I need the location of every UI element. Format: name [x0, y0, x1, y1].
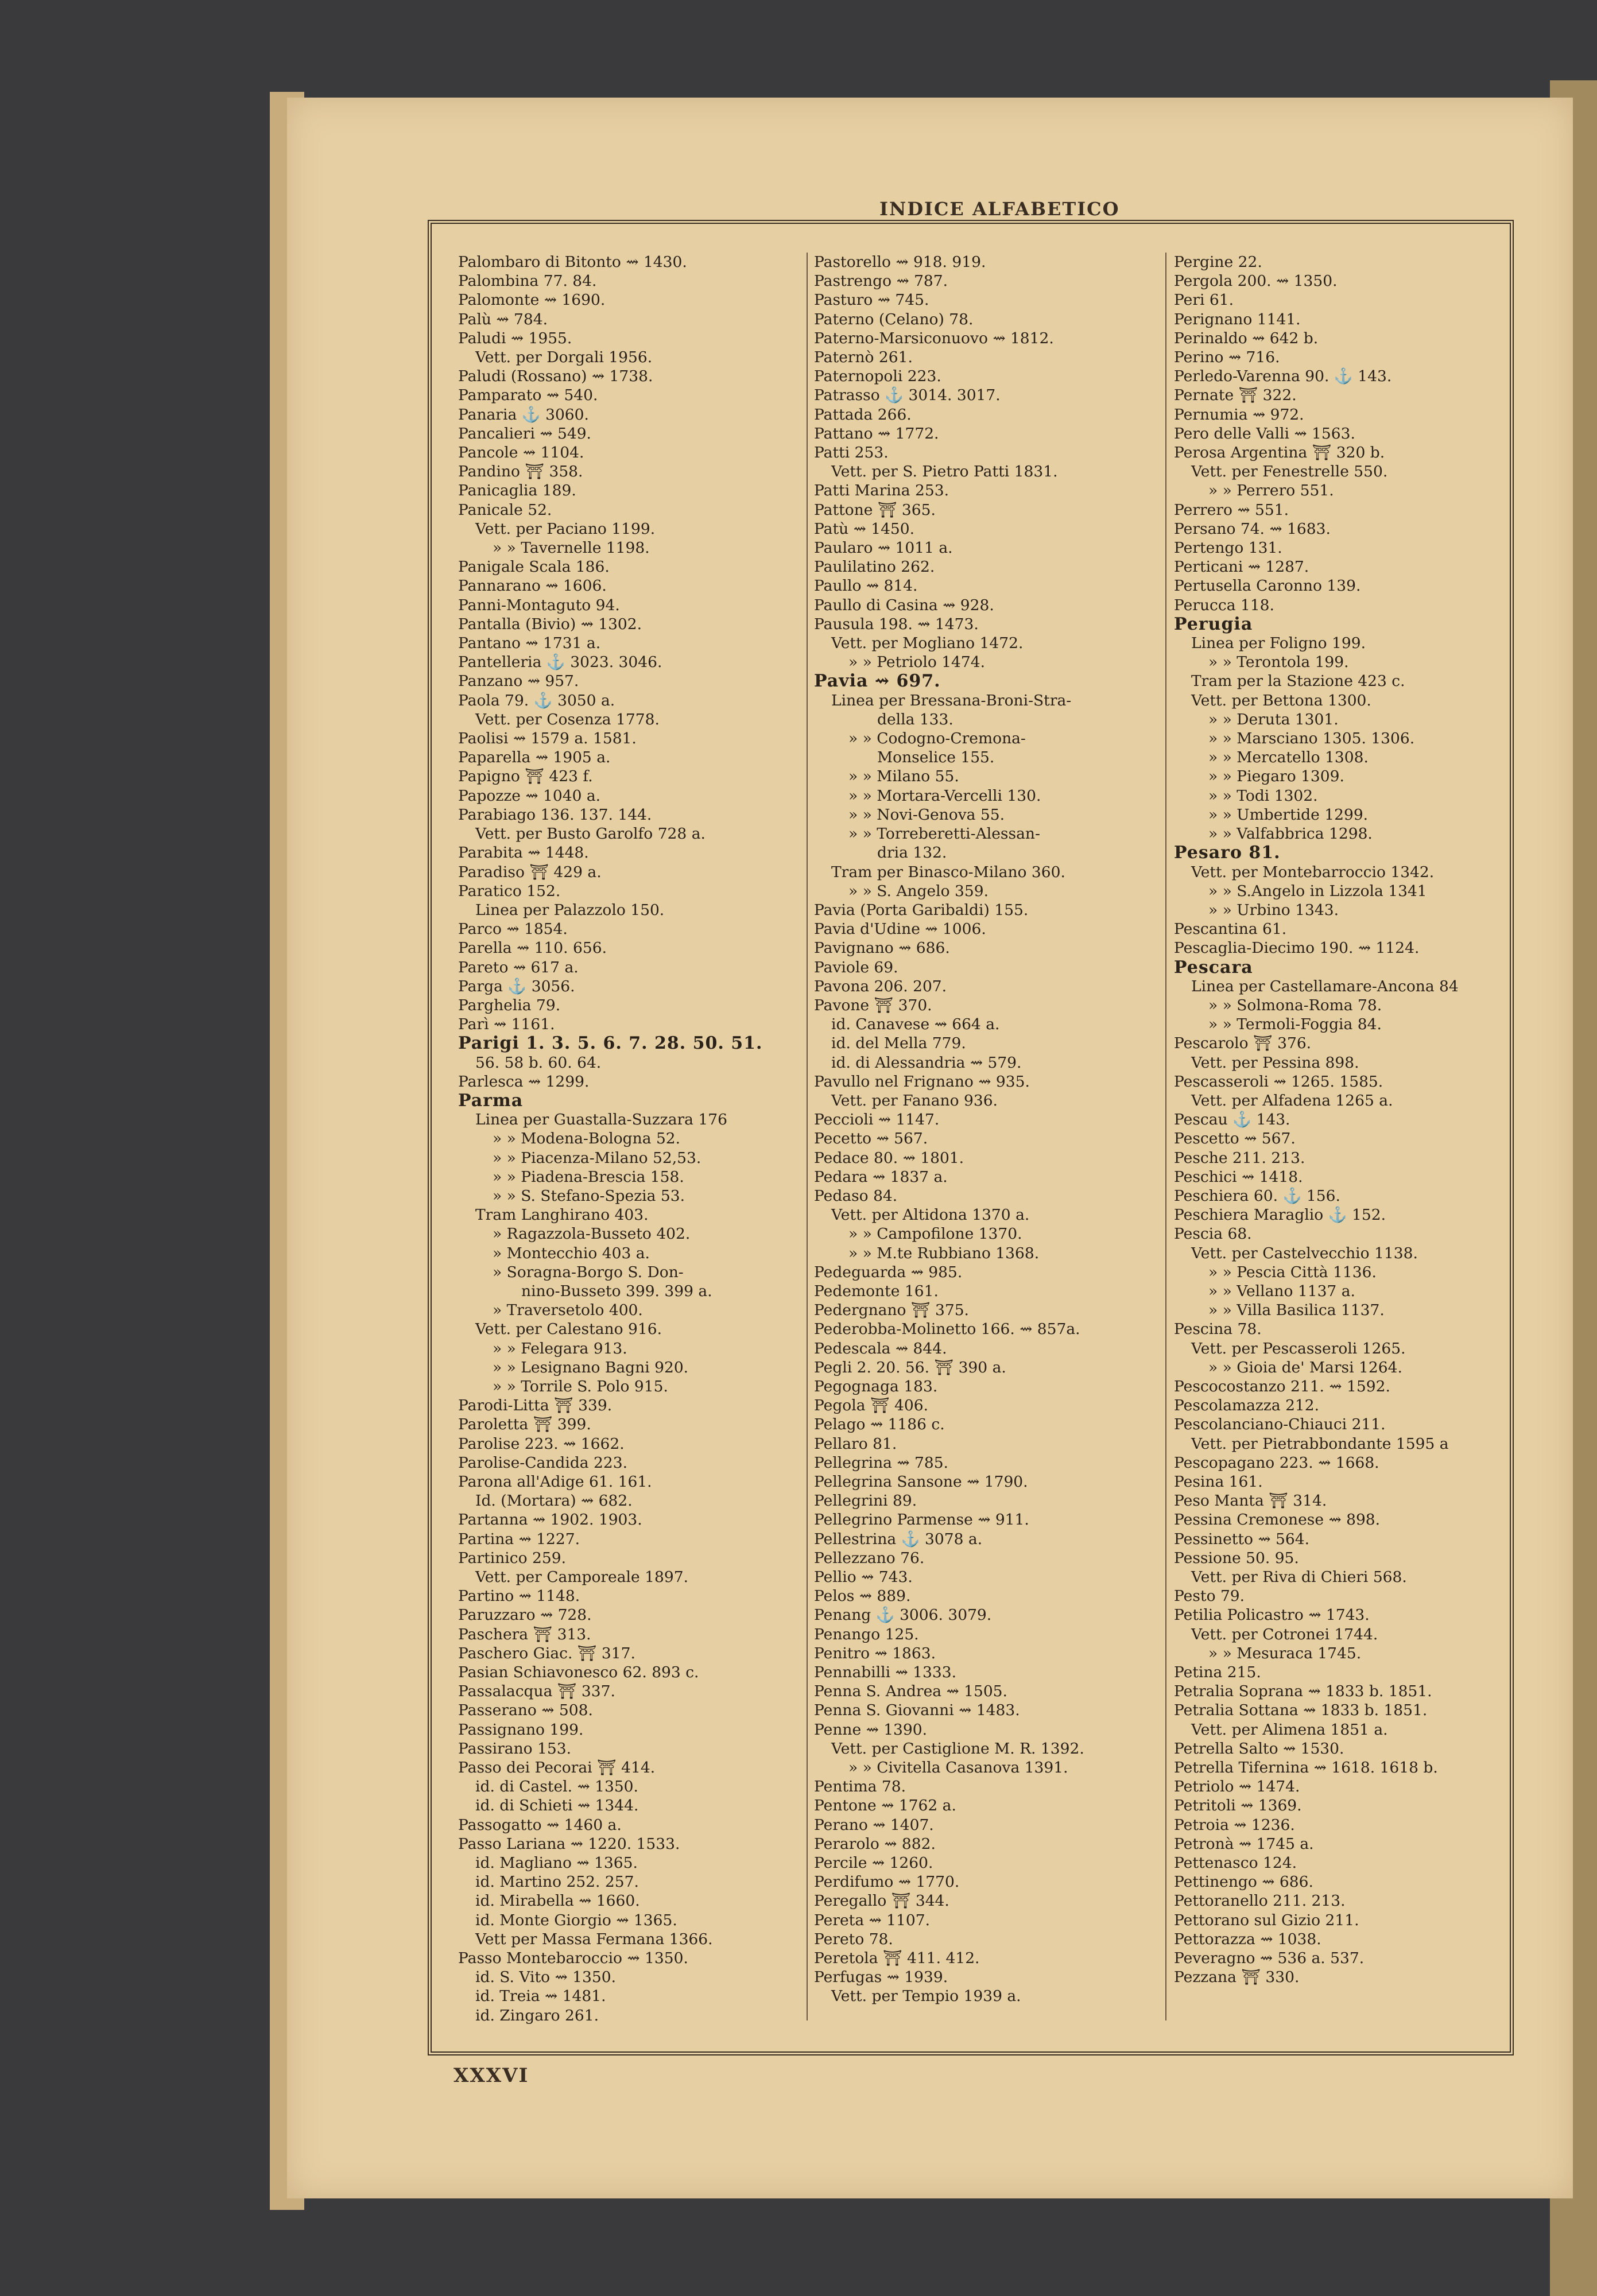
index-entry: Pellegrina Sansone ⇝ 1790. [814, 1473, 1028, 1491]
index-entry: » » Codogno-Cremona- [848, 730, 1026, 748]
index-entry: Id. (Mortara) ⇝ 682. [475, 1492, 633, 1510]
index-entry: Pegola ⛩ 406. [814, 1397, 929, 1415]
index-entry: Perino ⇝ 716. [1174, 348, 1280, 367]
index-entry: Parella ⇝ 110. 656. [458, 939, 607, 957]
index-entry: Pellegrino Parmense ⇝ 911. [814, 1511, 1029, 1529]
index-entry: Perugia [1174, 614, 1253, 634]
index-entry: Pescina 78. [1174, 1320, 1262, 1339]
index-entry: Perrero ⇝ 551. [1174, 501, 1289, 519]
index-entry: Perdifumo ⇝ 1770. [814, 1873, 960, 1891]
index-entry: Papozze ⇝ 1040 a. [458, 786, 601, 805]
index-entry: Petilia Policastro ⇝ 1743. [1174, 1606, 1370, 1624]
index-entry: Pezzana ⛩ 330. [1174, 1968, 1300, 1987]
index-entry: Vett. per Pietrabbondante 1595 a [1191, 1434, 1449, 1453]
index-entry: Peschiera Maraglio ⚓ 152. [1174, 1206, 1386, 1224]
index-entry: Peretola ⛩ 411. 412. [814, 1949, 980, 1968]
index-entry: Parodi-Litta ⛩ 339. [458, 1397, 613, 1415]
index-entry: Pegognaga 183. [814, 1377, 938, 1395]
index-entry: Penitro ⇝ 1863. [814, 1644, 936, 1662]
index-entry: Panzano ⇝ 957. [458, 672, 579, 691]
index-entry: Linea per Castellamare-Ancona 84 [1191, 977, 1459, 995]
index-entry: Penne ⇝ 1390. [814, 1720, 928, 1739]
index-entry: Passo dei Pecorai ⛩ 414. [458, 1759, 656, 1777]
index-entry: Passerano ⇝ 508. [458, 1701, 593, 1720]
index-entry: » » Lesignano Bagni 920. [493, 1358, 689, 1376]
index-entry: Perignano 1141. [1174, 310, 1301, 328]
index-entry: » » Urbino 1343. [1208, 901, 1339, 919]
index-entry: Vett. per Busto Garolfo 728 a. [475, 825, 706, 843]
index-entry: Pannarano ⇝ 1606. [458, 577, 607, 595]
index-entry: Paludi (Rossano) ⇝ 1738. [458, 367, 653, 386]
index-entry: Pescara [1174, 957, 1253, 977]
index-entry: id. Treia ⇝ 1481. [475, 1987, 606, 2006]
index-entry: » » S. Angelo 359. [848, 882, 989, 900]
index-entry: Patti Marina 253. [814, 482, 949, 500]
index-entry: » » Termoli-Foggia 84. [1208, 1015, 1382, 1034]
index-entry: » » Piadena-Brescia 158. [493, 1168, 684, 1186]
index-entry: Pavia ⇝ 697. [814, 672, 941, 691]
index-entry: Pesche 211. 213. [1174, 1149, 1305, 1167]
index-entry: Vett. per Cosenza 1778. [475, 710, 660, 728]
index-entry: Pernumia ⇝ 972. [1174, 405, 1304, 424]
index-entry: Paterno (Celano) 78. [814, 310, 974, 328]
index-entry: Parolise-Candida 223. [458, 1453, 628, 1472]
index-entry: Paludi ⇝ 1955. [458, 329, 572, 347]
index-entry: Paullo ⇝ 814. [814, 577, 918, 595]
index-entry: Paullo di Casina ⇝ 928. [814, 596, 994, 614]
index-entry: id. di Schieti ⇝ 1344. [475, 1797, 639, 1815]
index-entry: Pellio ⇝ 743. [814, 1568, 913, 1587]
index-entry: Percile ⇝ 1260. [814, 1854, 933, 1872]
index-entry: Paternò 261. [814, 348, 913, 367]
index-entry: id. Mirabella ⇝ 1660. [475, 1892, 640, 1910]
index-entry: » » Piacenza-Milano 52,53. [493, 1149, 701, 1167]
index-entry: Pantano ⇝ 1731 a. [458, 634, 601, 653]
index-entry: Pastorello ⇝ 918. 919. [814, 253, 986, 271]
index-entry: Vett. per Castiglione M. R. 1392. [831, 1739, 1084, 1758]
index-entry: Paroletta ⛩ 399. [458, 1415, 591, 1434]
index-column-3 [1174, 253, 1513, 2032]
index-entry: Pedergnano ⛩ 375. [814, 1301, 969, 1320]
index-entry: Pessina Cremonese ⇝ 898. [1174, 1511, 1381, 1529]
index-entry: Pattano ⇝ 1772. [814, 424, 939, 443]
index-entry: » » Torreberetti-Alessan- [848, 825, 1040, 843]
index-entry: » » Milano 55. [848, 767, 959, 786]
index-entry: Penang ⚓ 3006. 3079. [814, 1606, 992, 1624]
index-entry: Parga ⚓ 3056. [458, 977, 575, 995]
index-entry: nino-Busseto 399. 399 a. [521, 1282, 712, 1300]
index-entry: id. Canavese ⇝ 664 a. [831, 1015, 1000, 1034]
index-entry: Pero delle Valli ⇝ 1563. [1174, 424, 1355, 443]
index-entry: Pegli 2. 20. 56. ⛩ 390 a. [814, 1358, 1006, 1376]
index-entry: Pandino ⛩ 358. [458, 463, 583, 481]
index-entry: Panni-Montaguto 94. [458, 596, 620, 614]
index-entry: Pausula 198. ⇝ 1473. [814, 615, 979, 633]
index-entry: » » M.te Rubbiano 1368. [848, 1244, 1040, 1262]
index-entry: Palomonte ⇝ 1690. [458, 291, 606, 309]
index-entry: id. S. Vito ⇝ 1350. [475, 1968, 617, 1987]
index-entry: Parabita ⇝ 1448. [458, 844, 589, 862]
index-entry: Pasian Schiavonesco 62. 893 c. [458, 1663, 699, 1682]
index-entry: Vett. per Fanano 936. [831, 1091, 998, 1110]
index-entry: Vett. per S. Pietro Patti 1831. [831, 463, 1058, 481]
index-entry: Pedeguarda ⇝ 985. [814, 1263, 963, 1281]
index-entry: Linea per Palazzolo 150. [475, 901, 665, 919]
index-entry: » » Pescia Città 1136. [1208, 1263, 1377, 1281]
index-entry: Linea per Foligno 199. [1191, 634, 1366, 653]
index-entry: Patti 253. [814, 444, 889, 462]
index-entry: Vett. per Cotronei 1744. [1191, 1625, 1378, 1643]
index-entry: Peccioli ⇝ 1147. [814, 1111, 940, 1129]
index-entry: Vett. per Paciano 1199. [475, 519, 656, 538]
index-entry: Pancalieri ⇝ 549. [458, 424, 591, 443]
index-entry: Pavia (Porta Garibaldi) 155. [814, 901, 1029, 919]
index-entry: Paulilatino 262. [814, 558, 935, 576]
index-entry: Petrella Tifernina ⇝ 1618. 1618 b. [1174, 1759, 1438, 1777]
index-entry: Vett. per Dorgali 1956. [475, 348, 653, 367]
index-entry: Panigale Scala 186. [458, 558, 610, 576]
index-entry: della 133. [877, 710, 953, 728]
index-entry: » » Mortara-Vercelli 130. [848, 786, 1041, 805]
index-entry: » » Marsciano 1305. 1306. [1208, 730, 1415, 748]
index-entry: Palù ⇝ 784. [458, 310, 548, 328]
index-entry: Perinaldo ⇝ 642 b. [1174, 329, 1319, 347]
index-entry: » » Petriolo 1474. [848, 653, 986, 672]
page-header: INDICE ALFABETICO [879, 198, 1120, 220]
index-entry: Pettinengo ⇝ 686. [1174, 1873, 1313, 1891]
index-entry: Pescaglia-Diecimo 190. ⇝ 1124. [1174, 939, 1420, 957]
index-entry: Pedara ⇝ 1837 a. [814, 1168, 948, 1186]
index-entry: Pasturo ⇝ 745. [814, 291, 929, 309]
index-entry: Paruzzaro ⇝ 728. [458, 1606, 592, 1624]
index-entry: Paola 79. ⚓ 3050 a. [458, 691, 615, 709]
index-entry: Pescia 68. [1174, 1225, 1252, 1243]
index-entry: » » Gioia de' Marsi 1264. [1208, 1358, 1402, 1376]
index-entry: Paratico 152. [458, 882, 561, 900]
index-entry: Paviole 69. [814, 958, 898, 976]
index-entry: Perarolo ⇝ 882. [814, 1835, 936, 1853]
index-entry: Passo Lariana ⇝ 1220. 1533. [458, 1835, 680, 1853]
index-entry: dria 132. [877, 844, 947, 862]
index-entry: Pesaro 81. [1174, 843, 1281, 863]
index-entry: Petralia Sottana ⇝ 1833 b. 1851. [1174, 1701, 1428, 1720]
index-entry: Perledo-Varenna 90. ⚓ 143. [1174, 367, 1392, 386]
index-entry: Papigno ⛩ 423 f. [458, 767, 593, 786]
index-entry: Passo Montebaroccio ⇝ 1350. [458, 1949, 688, 1968]
index-entry: Patù ⇝ 1450. [814, 519, 915, 538]
index-entry: » » Valfabbrica 1298. [1208, 825, 1373, 843]
index-entry: Pescopagano 223. ⇝ 1668. [1174, 1453, 1379, 1472]
index-entry: Parlesca ⇝ 1299. [458, 1072, 590, 1091]
index-entry: » » Piegaro 1309. [1208, 767, 1344, 786]
index-entry: Pescasseroli ⇝ 1265. 1585. [1174, 1072, 1383, 1091]
index-entry: Vett. per Mogliano 1472. [831, 634, 1024, 653]
index-entry: Patrasso ⚓ 3014. 3017. [814, 386, 1001, 405]
index-entry: Vett. per Bettona 1300. [1191, 691, 1371, 709]
index-entry: Partanna ⇝ 1902. 1903. [458, 1511, 642, 1529]
index-entry: Petralia Soprana ⇝ 1833 b. 1851. [1174, 1682, 1432, 1701]
index-entry: » » Deruta 1301. [1208, 710, 1339, 728]
index-entry: » Soragna-Borgo S. Don- [493, 1263, 684, 1281]
index-entry: Partino ⇝ 1148. [458, 1587, 580, 1605]
index-entry: Paschero Giac. ⛩ 317. [458, 1644, 635, 1662]
index-entry: Pattone ⛩ 365. [814, 501, 936, 519]
index-entry: Pergola 200. ⇝ 1350. [1174, 272, 1338, 290]
index-entry: Pentone ⇝ 1762 a. [814, 1797, 956, 1815]
index-entry: Vett. per Alfadena 1265 a. [1191, 1091, 1393, 1110]
index-entry: Peveragno ⇝ 536 a. 537. [1174, 1949, 1365, 1968]
index-entry: Pavia d'Udine ⇝ 1006. [814, 920, 986, 938]
index-entry: » » Solmona-Roma 78. [1208, 996, 1382, 1014]
index-entry: id. di Alessandria ⇝ 579. [831, 1053, 1022, 1072]
index-entry: Pedaso 84. [814, 1186, 898, 1205]
index-entry: Pelago ⇝ 1186 c. [814, 1415, 945, 1434]
index-entry: Paolisi ⇝ 1579 a. 1581. [458, 730, 637, 748]
index-entry: » » Civitella Casanova 1391. [848, 1759, 1068, 1777]
index-entry: Passirano 153. [458, 1739, 572, 1758]
index-entry: Pescolanciano-Chiauci 211. [1174, 1415, 1386, 1434]
index-entry: Pecetto ⇝ 567. [814, 1130, 928, 1148]
index-entry: » » Tavernelle 1198. [493, 539, 650, 557]
index-entry: Vett. per Castelvecchio 1138. [1191, 1244, 1418, 1262]
index-entry: Petritoli ⇝ 1369. [1174, 1797, 1302, 1815]
index-entry: Pessione 50. 95. [1174, 1549, 1299, 1567]
index-entry: » » Perrero 551. [1208, 482, 1334, 500]
index-entry: Perfugas ⇝ 1939. [814, 1968, 948, 1987]
index-column-2 [814, 253, 1158, 2032]
index-entry: Pedemonte 161. [814, 1282, 939, 1300]
index-entry: Pavignano ⇝ 686. [814, 939, 950, 957]
index-entry: Pescolamazza 212. [1174, 1397, 1320, 1415]
index-entry: Pellegrini 89. [814, 1492, 917, 1510]
index-entry: Peregallo ⛩ 344. [814, 1892, 949, 1910]
index-entry: Vett. per Tempio 1939 a. [831, 1987, 1021, 2006]
index-entry: Linea per Guastalla-Suzzara 176 [475, 1111, 727, 1129]
index-entry: » » Modena-Bologna 52. [493, 1130, 681, 1148]
index-entry: » » Villa Basilica 1137. [1208, 1301, 1385, 1320]
index-entry: Perucca 118. [1174, 596, 1274, 614]
index-entry: Pavullo nel Frignano ⇝ 935. [814, 1072, 1030, 1091]
index-entry: Peschiera 60. ⚓ 156. [1174, 1186, 1340, 1205]
index-entry: Pereta ⇝ 1107. [814, 1911, 931, 1929]
index-entry: Parghelia 79. [458, 996, 561, 1014]
index-entry: Pettorazza ⇝ 1038. [1174, 1930, 1321, 1948]
index-entry: Penna S. Giovanni ⇝ 1483. [814, 1701, 1020, 1720]
index-entry: Pesto 79. [1174, 1587, 1245, 1605]
index-entry: id. Magliano ⇝ 1365. [475, 1854, 638, 1872]
index-entry: Vett. per Altidona 1370 a. [831, 1206, 1030, 1224]
index-entry: Passalacqua ⛩ 337. [458, 1682, 615, 1701]
index-entry: Vett. per Alimena 1851 a. [1191, 1720, 1388, 1739]
index-entry: Pescocostanzo 211. ⇝ 1592. [1174, 1377, 1390, 1395]
index-entry: Parigi 1. 3. 5. 6. 7. 28. 50. 51. [458, 1034, 763, 1053]
index-entry: Pattada 266. [814, 405, 912, 424]
index-entry: Perano ⇝ 1407. [814, 1816, 934, 1834]
index-entry: Persano 74. ⇝ 1683. [1174, 519, 1331, 538]
index-entry: Pavone ⛩ 370. [814, 996, 932, 1014]
index-entry: Pederobba-Molinetto 166. ⇝ 857a. [814, 1320, 1080, 1339]
index-entry: » » Terontola 199. [1208, 653, 1349, 672]
index-entry: id. Martino 252. 257. [475, 1873, 639, 1891]
index-entry: Pareto ⇝ 617 a. [458, 958, 579, 976]
index-entry: Panaria ⚓ 3060. [458, 405, 589, 424]
index-entry: Tram Langhirano 403. [475, 1206, 649, 1224]
index-entry: Paterno-Marsiconuovo ⇝ 1812. [814, 329, 1054, 347]
index-entry: Parco ⇝ 1854. [458, 920, 568, 938]
index-entry: id. Monte Giorgio ⇝ 1365. [475, 1911, 677, 1929]
index-entry: » » Felegara 913. [493, 1339, 627, 1358]
index-entry: » » Mesuraca 1745. [1208, 1644, 1362, 1662]
index-entry: Petina 215. [1174, 1663, 1261, 1682]
index-entry: Monselice 155. [877, 748, 995, 767]
column-divider [1165, 253, 1166, 2020]
index-entry: Pettoranello 211. 213. [1174, 1892, 1346, 1910]
index-entry: Panicaglia 189. [458, 482, 576, 500]
index-entry: Pedescala ⇝ 844. [814, 1339, 947, 1358]
index-entry: Petrella Salto ⇝ 1530. [1174, 1739, 1344, 1758]
index-entry: Passignano 199. [458, 1720, 584, 1739]
index-entry: Pettorano sul Gizio 211. [1174, 1911, 1359, 1929]
index-entry: Peso Manta ⛩ 314. [1174, 1492, 1327, 1510]
index-entry: Pettenasco 124. [1174, 1854, 1297, 1872]
index-entry: Pessinetto ⇝ 564. [1174, 1530, 1310, 1548]
index-entry: Parabiago 136. 137. 144. [458, 805, 652, 824]
index-entry: Paternopoli 223. [814, 367, 941, 386]
index-entry: Pantelleria ⚓ 3023. 3046. [458, 653, 662, 672]
index-entry: Petriolo ⇝ 1474. [1174, 1778, 1300, 1796]
index-entry: Palombina 77. 84. [458, 272, 597, 290]
index-entry: Pastrengo ⇝ 787. [814, 272, 948, 290]
index-entry: Pescantina 61. [1174, 920, 1287, 938]
index-entry: Partinico 259. [458, 1549, 566, 1567]
index-entry: Perticani ⇝ 1287. [1174, 558, 1309, 576]
index-entry: Pergine 22. [1174, 253, 1262, 271]
index-entry: Pescarolo ⛩ 376. [1174, 1034, 1312, 1053]
index-entry: Peschici ⇝ 1418. [1174, 1168, 1303, 1186]
index-entry: Pereto 78. [814, 1930, 893, 1948]
index-entry: Pellaro 81. [814, 1434, 897, 1453]
index-entry: Pescau ⚓ 143. [1174, 1111, 1290, 1129]
index-entry: Linea per Bressana-Broni-Stra- [831, 691, 1072, 709]
index-entry: » » S. Stefano-Spezia 53. [493, 1186, 685, 1205]
index-entry: Tram per la Stazione 423 c. [1191, 672, 1405, 691]
index-entry: Penna S. Andrea ⇝ 1505. [814, 1682, 1007, 1701]
index-entry: Panicale 52. [458, 501, 552, 519]
index-entry: Pantalla (Bivio) ⇝ 1302. [458, 615, 642, 633]
index-entry: Vett. per Pessina 898. [1191, 1053, 1359, 1072]
index-entry: Pescetto ⇝ 567. [1174, 1130, 1296, 1148]
index-entry: Pertengo 131. [1174, 539, 1282, 557]
index-entry: Passogatto ⇝ 1460 a. [458, 1816, 622, 1834]
index-entry: » » Torrile S. Polo 915. [493, 1377, 668, 1395]
index-entry: Vett. per Fenestrelle 550. [1191, 463, 1388, 481]
index-entry: Penango 125. [814, 1625, 919, 1643]
index-entry: Pavona 206. 207. [814, 977, 947, 995]
index-entry: Pentima 78. [814, 1778, 906, 1796]
index-entry: Paularo ⇝ 1011 a. [814, 539, 953, 557]
index-entry: Pelos ⇝ 889. [814, 1587, 911, 1605]
index-entry: » » Umbertide 1299. [1208, 805, 1369, 824]
index-entry: Petroia ⇝ 1236. [1174, 1816, 1295, 1834]
index-entry: » » Novi-Genova 55. [848, 805, 1005, 824]
index-entry: Paschera ⛩ 313. [458, 1625, 591, 1643]
index-entry: » » Todi 1302. [1208, 786, 1318, 805]
index-entry: Pellestrina ⚓ 3078 a. [814, 1530, 983, 1548]
index-entry: Vett. per Riva di Chieri 568. [1191, 1568, 1407, 1587]
index-entry: Parona all'Adige 61. 161. [458, 1473, 652, 1491]
index-entry: Vett. per Montebarroccio 1342. [1191, 863, 1435, 881]
index-entry: » Traversetolo 400. [493, 1301, 643, 1320]
index-entry: » » Mercatello 1308. [1208, 748, 1369, 767]
index-entry: Parì ⇝ 1161. [458, 1015, 555, 1034]
index-entry: » » Campofilone 1370. [848, 1225, 1022, 1243]
index-entry: Peri 61. [1174, 291, 1234, 309]
index-entry: 56. 58 b. 60. 64. [475, 1053, 602, 1072]
index-entry: Pedace 80. ⇝ 1801. [814, 1149, 964, 1167]
index-entry: » Ragazzola-Busseto 402. [493, 1225, 691, 1243]
index-column-1 [458, 253, 803, 2032]
index-entry: Parolise 223. ⇝ 1662. [458, 1434, 625, 1453]
index-entry: Palombaro di Bitonto ⇝ 1430. [458, 253, 687, 271]
index-entry: Pamparato ⇝ 540. [458, 386, 598, 405]
index-entry: Pellezzano 76. [814, 1549, 925, 1567]
index-entry: » » S.Angelo in Lizzola 1341 [1208, 882, 1427, 900]
index-entry: Pancole ⇝ 1104. [458, 444, 584, 462]
index-entry: Pertusella Caronno 139. [1174, 577, 1361, 595]
index-entry: Partina ⇝ 1227. [458, 1530, 580, 1548]
index-entry: » » Vellano 1137 a. [1208, 1282, 1355, 1300]
index-entry: Paradiso ⛩ 429 a. [458, 863, 602, 881]
page-number: XXXVI [453, 2064, 529, 2087]
index-entry: Paparella ⇝ 1905 a. [458, 748, 611, 767]
index-entry: Petronà ⇝ 1745 a. [1174, 1835, 1314, 1853]
index-entry: Vett. per Calestano 916. [475, 1320, 662, 1339]
index-entry: Perosa Argentina ⛩ 320 b. [1174, 444, 1385, 462]
index-entry: id. di Castel. ⇝ 1350. [475, 1778, 638, 1796]
index-entry: Vett per Massa Fermana 1366. [475, 1930, 713, 1948]
index-entry: » Montecchio 403 a. [493, 1244, 650, 1262]
index-entry: Pesina 161. [1174, 1473, 1263, 1491]
index-entry: Parma [458, 1091, 524, 1111]
index-entry: Vett. per Pescasseroli 1265. [1191, 1339, 1406, 1358]
column-divider [807, 253, 808, 2020]
index-entry: Pernate ⛩ 322. [1174, 386, 1297, 405]
index-entry: id. Zingaro 261. [475, 2006, 599, 2024]
index-entry: id. del Mella 779. [831, 1034, 966, 1053]
index-entry: Vett. per Camporeale 1897. [475, 1568, 688, 1587]
index-entry: Pellegrina ⇝ 785. [814, 1453, 948, 1472]
index-entry: Pennabilli ⇝ 1333. [814, 1663, 957, 1682]
index-entry: Tram per Binasco-Milano 360. [831, 863, 1065, 881]
